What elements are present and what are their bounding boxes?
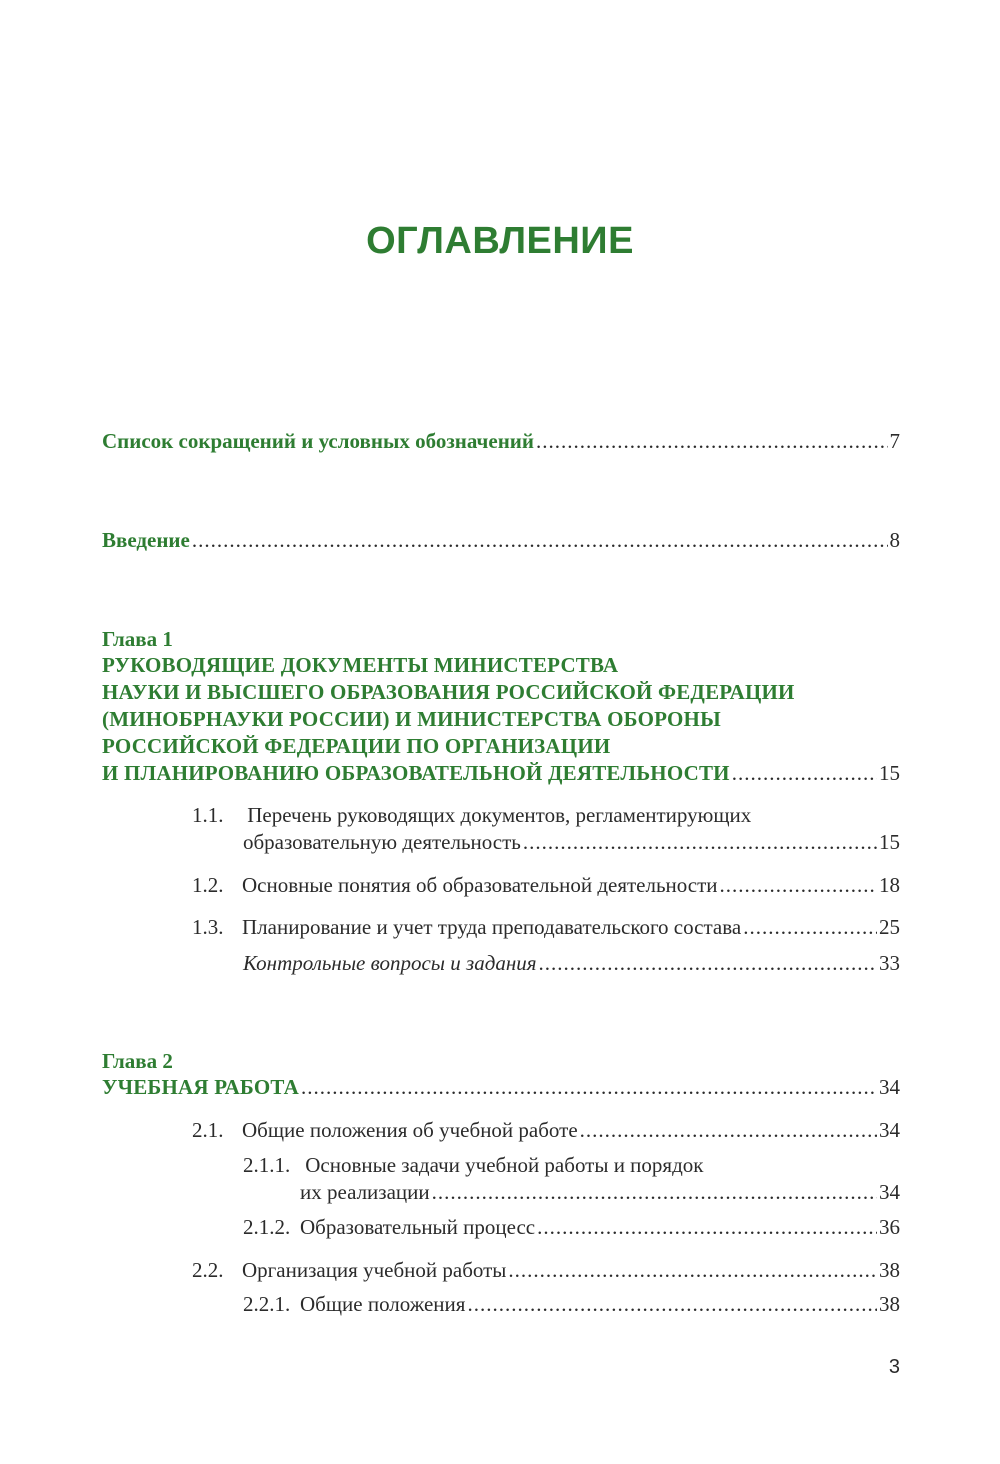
leader-dots [467, 1291, 877, 1317]
toc-page-number: 34 [879, 1180, 900, 1204]
toc-entry-2-2[interactable] [192, 1257, 900, 1283]
section-label: Общие положения об учебной работе [242, 1118, 578, 1142]
toc-entry-2-2-1[interactable] [243, 1291, 900, 1317]
chapter-1-title-line: НАУКИ И ВЫСШЕГО ОБРАЗОВАНИЯ РОССИЙСКОЙ ФЕДЕРАЦИИ [102, 680, 795, 704]
section-label-line: Перечень руководящих документов, регламентирующих [247, 803, 752, 827]
section-label: Контрольные вопросы и задания [243, 951, 537, 975]
toc-page-number: 34 [879, 1075, 900, 1099]
toc-page-number: 8 [889, 528, 900, 552]
chapter-2-heading: Глава 2 [102, 1049, 173, 1073]
section-number: 1.1. [192, 803, 224, 827]
leader-dots [720, 872, 877, 898]
toc-entry-introduction[interactable] [102, 527, 900, 553]
toc-page-number: 34 [879, 1118, 900, 1142]
section-label: Планирование и учет труда преподавательского состава [242, 915, 742, 939]
leader-dots [301, 1074, 877, 1100]
toc-entry-1-3[interactable] [192, 914, 900, 940]
toc-entry-chapter-2[interactable] [102, 1074, 900, 1100]
toc-page-number: 38 [879, 1258, 900, 1282]
leader-dots [536, 428, 888, 454]
section-label-line: их реализации [300, 1180, 430, 1204]
chapter-1-title-line: И ПЛАНИРОВАНИЮ ОБРАЗОВАТЕЛЬНОЙ ДЕЯТЕЛЬНОСТИ [102, 761, 730, 785]
chapter-2-title: УЧЕБНАЯ РАБОТА [102, 1075, 299, 1099]
toc-entry-2-1-2[interactable] [243, 1214, 900, 1240]
section-number: 1.2. [192, 873, 224, 897]
toc-entry-label: Введение [102, 528, 190, 552]
leader-dots [523, 829, 877, 855]
section-label-line: образовательную деятельность [243, 830, 521, 854]
section-number: 2.2.1. [243, 1292, 291, 1316]
leader-dots [432, 1179, 877, 1205]
section-number: 2.1.2. [243, 1215, 291, 1239]
toc-entry-chapter-1[interactable] [102, 760, 900, 786]
chapter-1-heading: Глава 1 [102, 627, 173, 651]
toc-entry-1-1[interactable] [192, 802, 900, 828]
toc-entry-abbreviations[interactable] [102, 428, 900, 454]
toc-page-number: 36 [879, 1215, 900, 1239]
leader-dots [743, 914, 877, 940]
chapter-1-title-line: РУКОВОДЯЩИЕ ДОКУМЕНТЫ МИНИСТЕРСТВА [102, 653, 619, 677]
toc-entry-label: Список сокращений и условных обозначений [102, 429, 534, 453]
toc-entry-questions[interactable] [243, 950, 900, 976]
toc-entry-2-1-1[interactable] [243, 1152, 900, 1178]
chapter-1-title-line: РОССИЙСКОЙ ФЕДЕРАЦИИ ПО ОРГАНИЗАЦИИ [102, 734, 611, 758]
toc-entry-1-1-cont[interactable] [243, 829, 900, 855]
leader-dots [732, 760, 877, 786]
toc-entry-2-1[interactable] [192, 1117, 900, 1143]
section-number: 1.3. [192, 915, 224, 939]
section-label: Организация учебной работы [242, 1258, 507, 1282]
toc-page-number: 25 [879, 915, 900, 939]
chapter-1-title-line: (МИНОБРНАУКИ РОССИИ) И МИНИСТЕРСТВА ОБОРОНЫ [102, 707, 721, 731]
toc-page-number: 33 [879, 951, 900, 975]
page-title: ОГЛАВЛЕНИЕ [366, 220, 634, 262]
section-label: Основные понятия об образовательной деятельности [242, 873, 718, 897]
toc-page-number: 15 [879, 830, 900, 854]
page-number: 3 [888, 1356, 900, 1378]
leader-dots [539, 950, 877, 976]
section-label: Образовательный процесс [300, 1215, 536, 1239]
toc-page-number: 18 [879, 873, 900, 897]
section-label: Общие положения [300, 1292, 466, 1316]
section-number: 2.1.1. [243, 1153, 291, 1177]
leader-dots [508, 1257, 877, 1283]
toc-entry-1-2[interactable] [192, 872, 900, 898]
toc-page-number: 7 [889, 429, 900, 453]
section-number: 2.2. [192, 1258, 224, 1282]
toc-entry-2-1-1-cont[interactable] [300, 1179, 900, 1205]
section-number: 2.1. [192, 1118, 224, 1142]
section-label-line: Основные задачи учебной работы и порядок [305, 1153, 704, 1177]
leader-dots [580, 1117, 877, 1143]
toc-page-number: 38 [879, 1292, 900, 1316]
leader-dots [192, 527, 888, 553]
leader-dots [537, 1214, 877, 1240]
toc-page-number: 15 [879, 761, 900, 785]
